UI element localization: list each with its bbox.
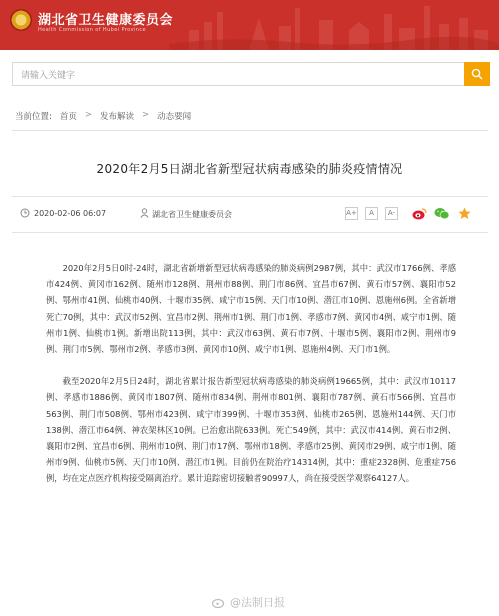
national-emblem-icon (10, 9, 32, 31)
article-title: 2020年2月5日湖北省新型冠状病毒感染的肺炎疫情情况 (96, 162, 403, 176)
breadcrumb-separator: > (84, 110, 93, 120)
search-icon (471, 68, 483, 80)
divider (12, 196, 488, 197)
breadcrumb-separator: > (142, 110, 150, 120)
search-bar (12, 62, 490, 86)
breadcrumb-label: 当前位置: (15, 112, 52, 122)
article-paragraph: 2020年2月5日0时-24时，湖北省新增新型冠状病毒感染的肺炎病例2987例，其中：武汉市1766例、孝感市424例、黄冈市162例、随州市128例、荆州市88例、荆门市86例、宜昌市67例、黄石市57例、襄阳市52例、鄂州市41例、仙桃市40例、十堰市35例、咸宁市15例、天门市10例、潜江市10例、恩施州6例。全省新增死亡70例，其中：武汉市52例、宜昌市2例、荆州市1例、荆门市1例、孝感市7例、黄冈市4例、咸宁市1例、随州市1例、仙桃市1例。新增出院113例，其中：武汉市63例、黄石市7例、十堰市5例、襄阳市2例、荆州市9例、荆门市5例、鄂州市2例、孝感市3例、黄冈市10例、咸宁市1例、恩施州4例、天门市1例。 (46, 263, 456, 355)
article-body (46, 260, 456, 503)
article-source: 湖北省卫生健康委员会 (152, 210, 232, 219)
site-subtitle: Health Commission of Hubei Province (38, 27, 146, 33)
weibo-watermark-icon (212, 596, 226, 608)
city-skyline-decoration (169, 0, 499, 50)
breadcrumb-news[interactable]: 动态要闻 (157, 112, 192, 122)
weibo-share-icon[interactable] (412, 207, 427, 220)
publish-date: 2020-02-06 06:07 (34, 209, 107, 218)
source-icon (140, 208, 149, 218)
clock-icon (20, 208, 30, 218)
site-header (0, 0, 499, 50)
search-input[interactable] (13, 65, 461, 87)
breadcrumb-release[interactable]: 发布解读 (100, 112, 135, 122)
breadcrumb-home[interactable]: 首页 (59, 112, 77, 122)
site-title[interactable]: 湖北省卫生健康委员会 (38, 13, 174, 28)
divider (12, 232, 488, 233)
breadcrumb (15, 110, 191, 122)
font-size-default-button[interactable]: A (365, 207, 378, 220)
divider (12, 130, 488, 131)
search-button[interactable] (464, 62, 490, 86)
article-meta (20, 207, 480, 221)
article-paragraph: 截至2020年2月5日24时，湖北省累计报告新型冠状病毒感染的肺炎病例19665例，其中：武汉市10117例、孝感市1886例、黄冈市1807例、随州市834例、荆州市801例、襄阳市787例、黄石市566例、宜昌市563例、荆门市508例、鄂州市423例、咸宁市399例、十堰市353例、仙桃市265例、恩施州144例、天门市138例、潜江市64例、神农架林区10例。已治愈出院633例。死亡549例，其中：武汉市414例、黄石市2例、襄阳市2例、宜昌市6例、荆州市10例、荆门市17例、鄂州市18例、孝感市25例、黄冈市29例、咸宁市1例、随州市9例、仙桃市5例、天门市10例、潜江市1例。目前仍在院治疗14314例，其中：重症2328例、危重症756例，均在定点医疗机构接受隔离治疗。累计追踪密切接触者90997人，尚在接受医学观察64127人。 (46, 376, 456, 484)
watermark (212, 594, 285, 610)
font-size-decrease-button[interactable]: A- (385, 207, 398, 220)
favorite-star-icon[interactable] (458, 207, 471, 220)
watermark-text: @法制日报 (230, 596, 285, 609)
wechat-share-icon[interactable] (434, 207, 450, 220)
font-size-increase-button[interactable]: A+ (345, 207, 358, 220)
